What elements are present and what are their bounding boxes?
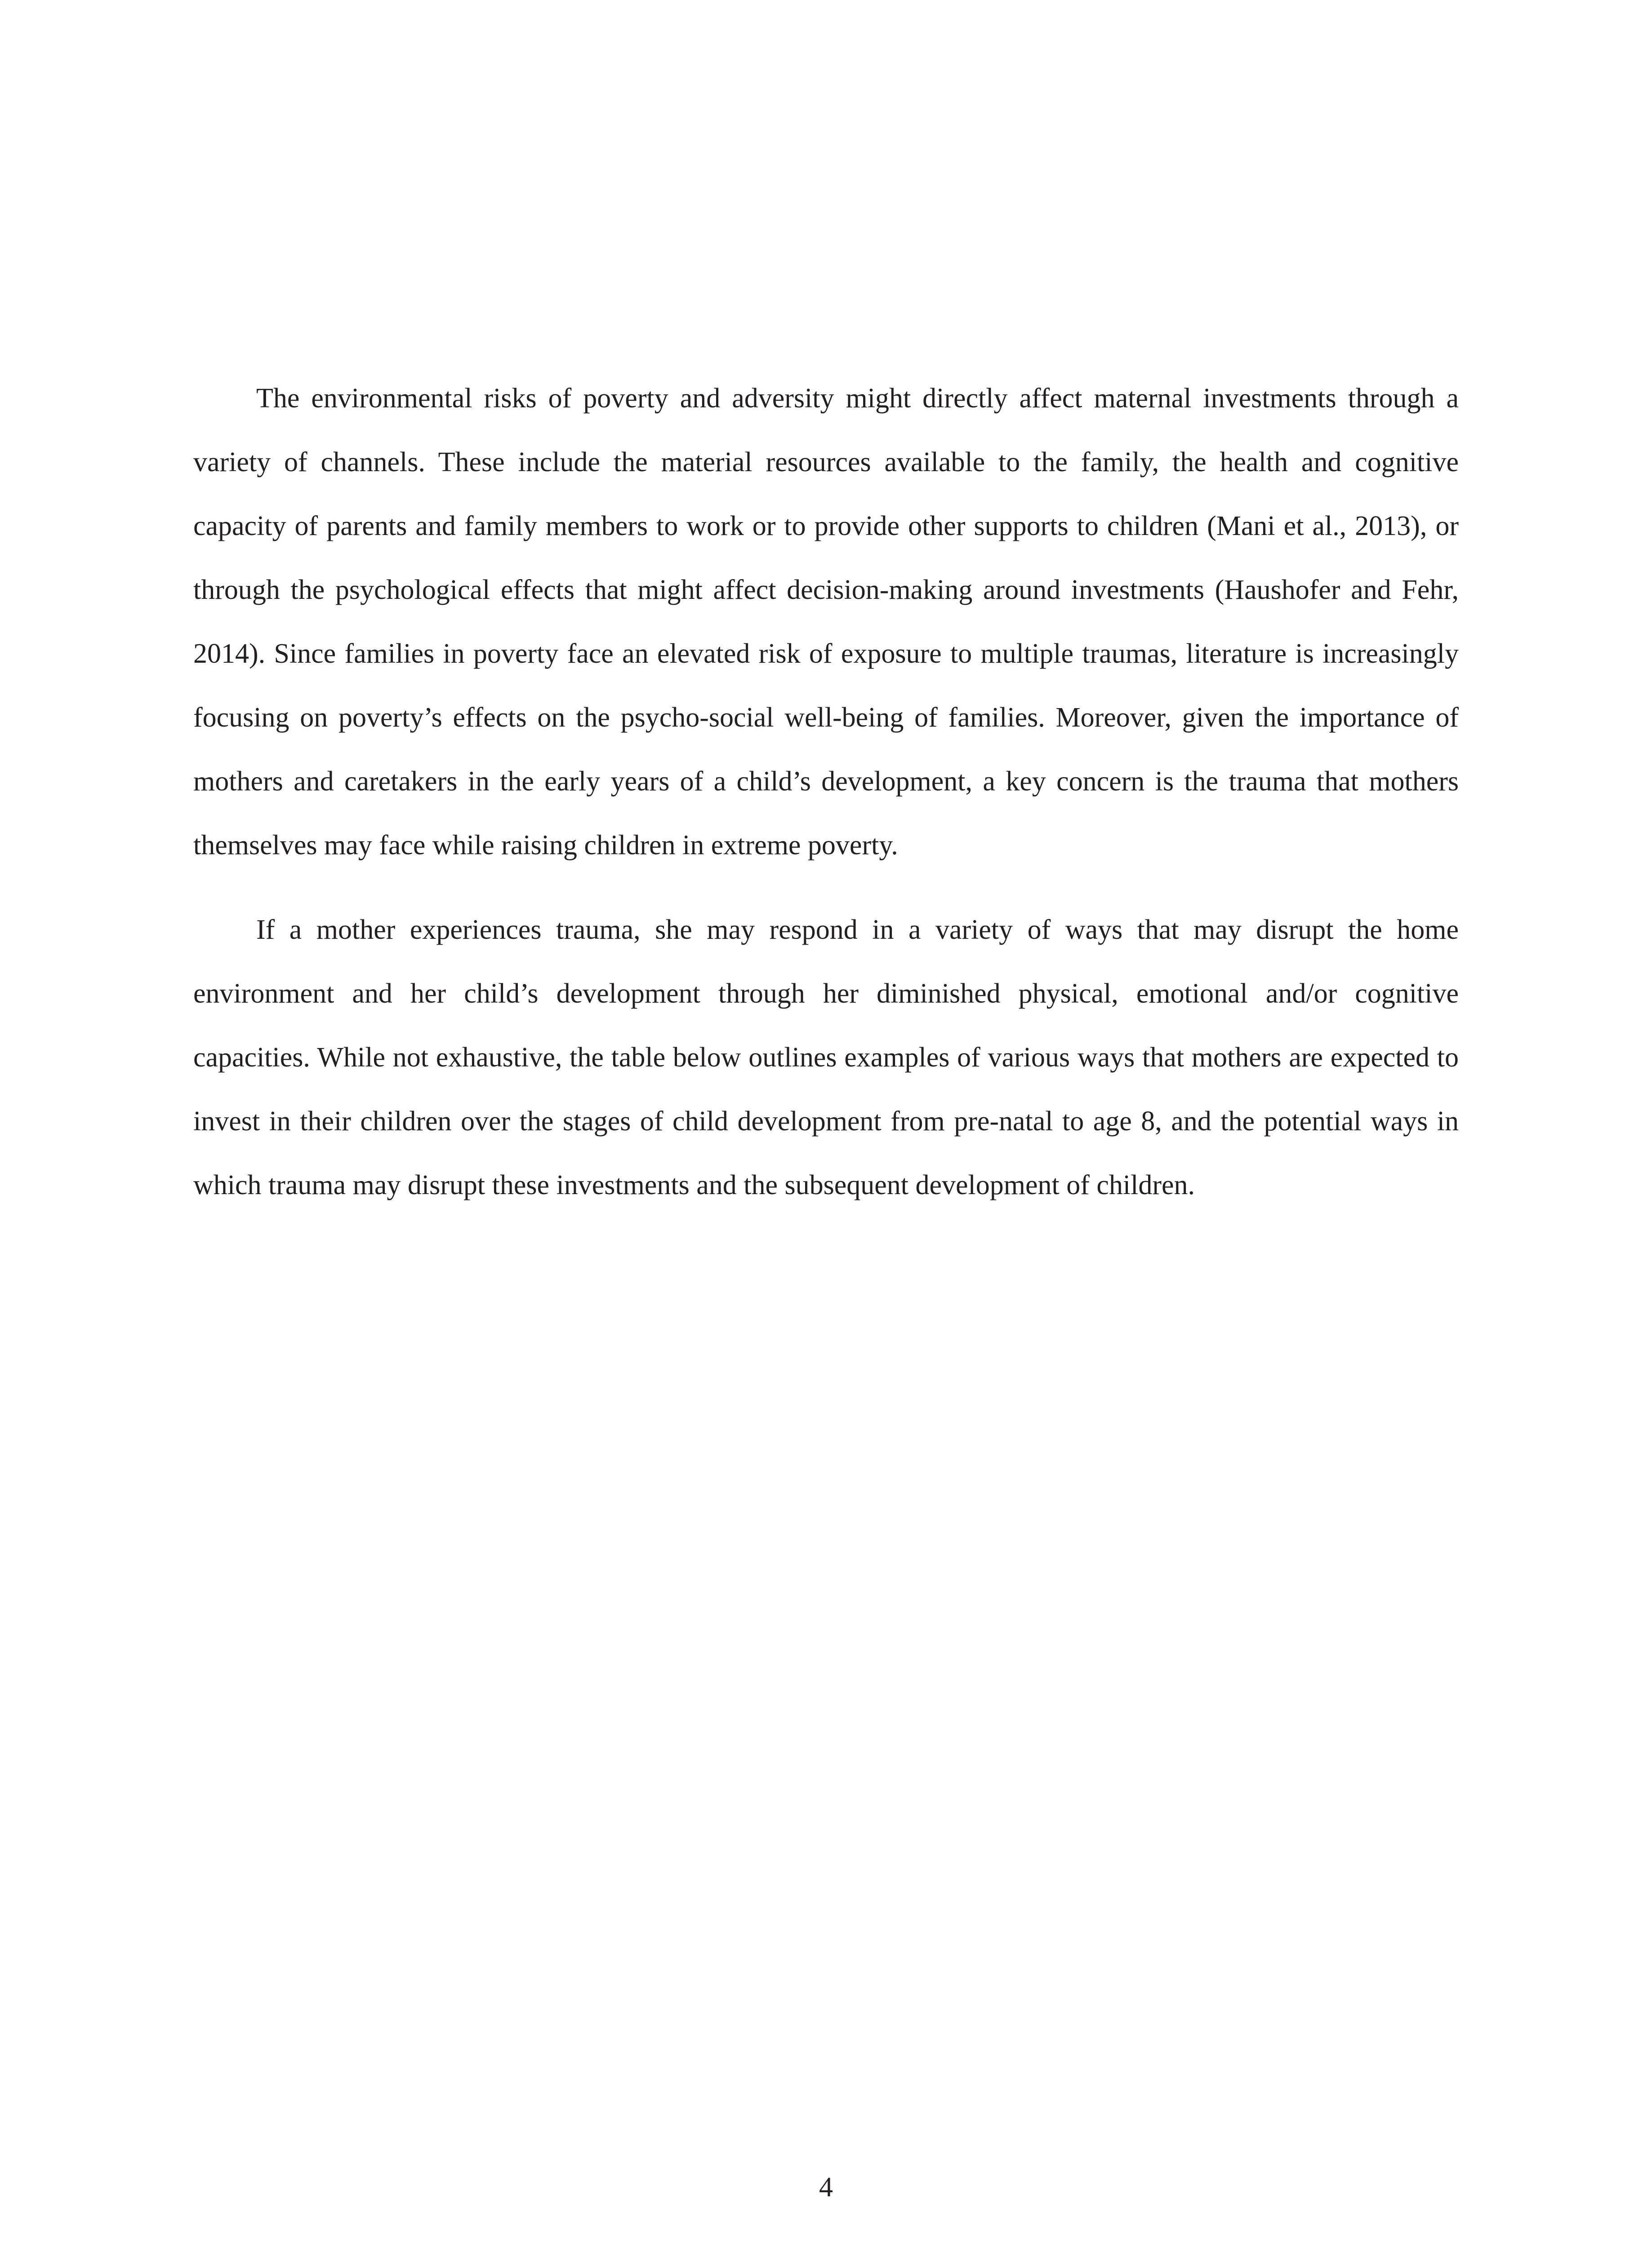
body-text — [193, 366, 1459, 1217]
paragraph-trauma-disruption: If a mother experiences trauma, she may respond in a variety of ways that may disrupt the home environment and her child’s development through her diminished physical, emotional and/or cognitive capacities. While not exhaustive, the table below outlines examples of various ways that mothers are expected to invest in their children over the stages of child development from pre-natal to age 8, and the potential ways in which trauma may disrupt these investments and the subsequent development of children. — [193, 914, 1459, 1200]
page-number: 4 — [819, 2172, 833, 2203]
paragraph-maternal-investments: The environmental risks of poverty and adversity might directly affect maternal investments through a variety of channels. These include the material resources available to the family, the health and cognitive capacity of parents and family members to work or to provide other supports to children (Mani et al., 2013), or through the psychological effects that might affect decision-making around investments (Haushofer and Fehr, 2014). Since families in poverty face an elevated risk of exposure to multiple traumas, literature is increasingly focusing on poverty’s effects on the psycho-social well-being of families. Moreover, given the importance of mothers and caretakers in the early years of a child’s development, a key concern is the trauma that mothers themselves may face while raising children in extreme poverty. — [193, 383, 1459, 861]
